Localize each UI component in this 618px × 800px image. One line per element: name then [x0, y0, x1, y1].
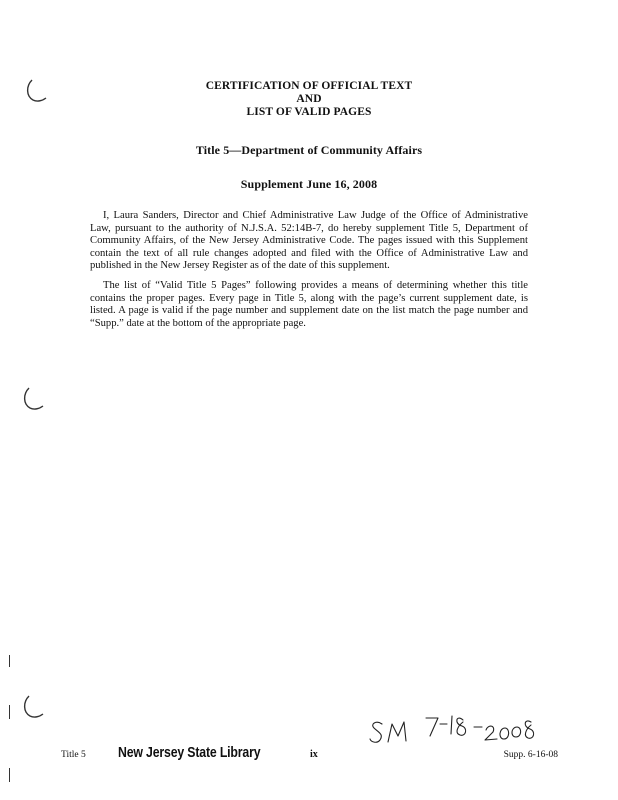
footer-title: Title 5: [61, 750, 86, 760]
certification-title: CERTIFICATION OF OFFICIAL TEXT: [205, 80, 413, 92]
valid-pages-title: LIST OF VALID PAGES: [246, 106, 372, 118]
valid-pages-paragraph: The list of “Valid Title 5 Pages” following provides a means of determining whether this title contains the proper pages. Every page in Title 5, along with the page’s current supplement date, is listed. A page is valid if the page number and supplement date on the list match the page number and “Supp.” date at the bottom of the appropriate page.: [90, 280, 528, 329]
binder-hole-mark-middle: [20, 384, 50, 414]
library-stamp: New Jersey State Library: [118, 744, 261, 761]
margin-tick: [9, 655, 10, 667]
title-subtitle: Title 5—Department of Community Affairs: [195, 143, 423, 157]
footer-supplement-date: Supp. 6-16-08: [503, 750, 558, 760]
binder-hole-mark-bottom: [20, 692, 50, 722]
margin-tick: [9, 705, 10, 719]
certification-paragraph: I, Laura Sanders, Director and Chief Administrative Law Judge of the Office of Administrative Law, pursuant to the authority of N.J.S.A. 52:14B-7, do hereby supplement Title 5, Department of Community Affairs, of the New Jersey Administrative Code. The pages issued with this Supplement contain the text of all rule changes adopted and filed with the Office of Administrative Law and published in the New Jersey Register as of the date of this supplement.: [90, 210, 528, 272]
margin-tick: [9, 768, 10, 782]
page-number: ix: [310, 749, 318, 760]
certification-title-and: AND: [296, 93, 322, 105]
handwritten-annotation: [368, 710, 538, 750]
supplement-date: Supplement June 16, 2008: [240, 177, 378, 191]
